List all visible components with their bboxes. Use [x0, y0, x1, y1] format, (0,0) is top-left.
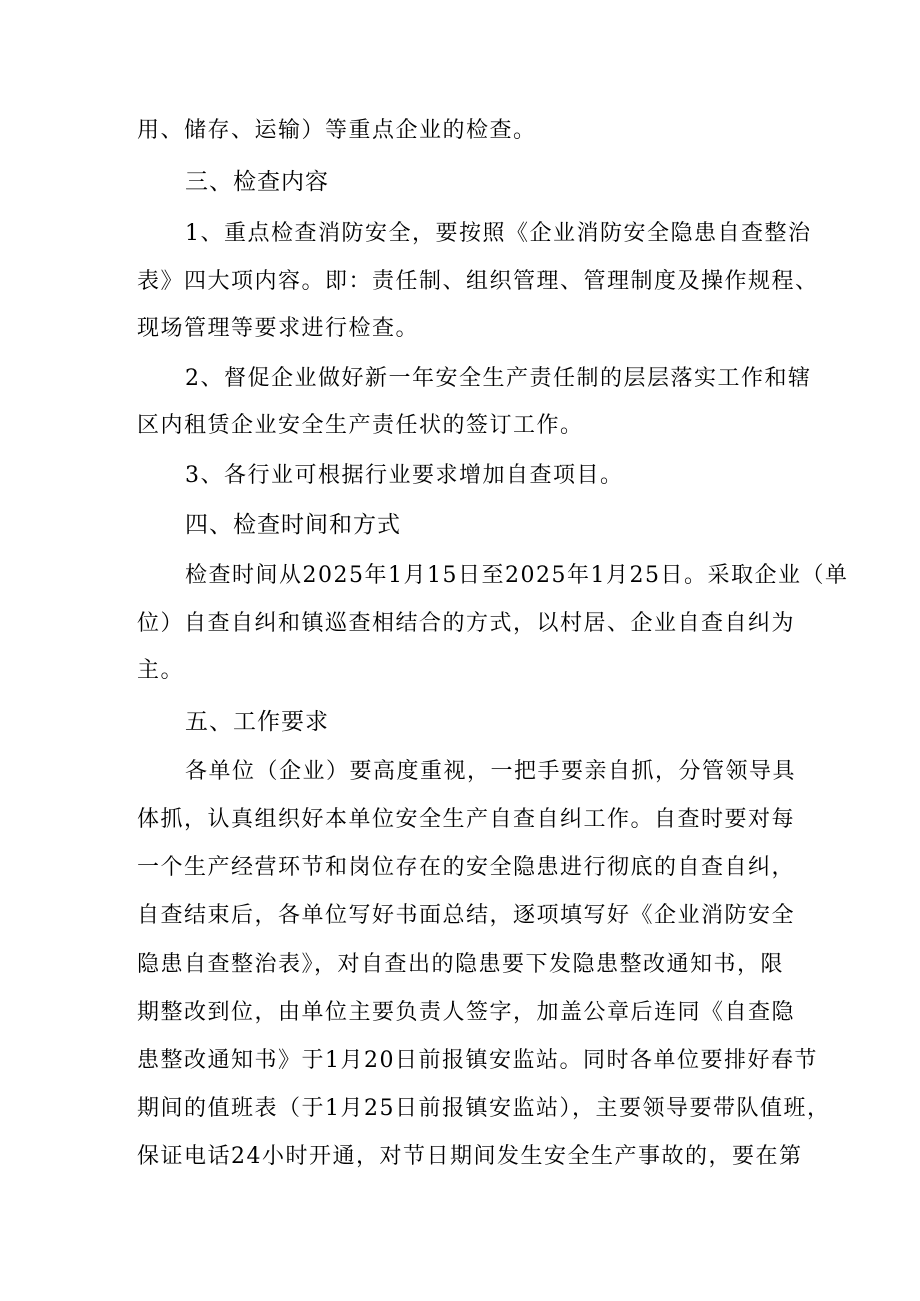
paragraph-line: 主。 [137, 658, 185, 683]
paragraph-line: 保证电话24小时开通，对节日期间发生安全生产事故的，要在第 [137, 1144, 803, 1169]
paragraph-line: 1、重点检查消防安全，要按照《企业消防安全隐患自查整治 [185, 221, 812, 246]
paragraph-line: 体抓，认真组织好本单位安全生产自查自纠工作。自查时要对每 [137, 807, 796, 832]
paragraph-line: 隐患自查整治表》，对自查出的隐患要下发隐患整改通知书，限 [137, 952, 785, 977]
paragraph-line: 自查结束后，各单位写好书面总结，逐项填写好《企业消防安全 [137, 903, 796, 928]
paragraph-line: 期整改到位，由单位主要负责人签字，加盖公章后连同《自查隐 [137, 1000, 796, 1025]
section-heading: 三、检查内容 [185, 169, 329, 195]
paragraph-line: 现场管理等要求进行检查。 [137, 316, 420, 341]
paragraph-line: 位）自查自纠和镇巡查相结合的方式，以村居、企业自查自纠为 [137, 611, 796, 636]
paragraph-line: 表》四大项内容。即：责任制、组织管理、管理制度及操作规程、 [137, 269, 819, 294]
paragraph-line: 2、督促企业做好新一年安全生产责任制的层层落实工作和辖 [185, 366, 812, 391]
section-heading: 五、工作要求 [185, 709, 329, 735]
paragraph-line: 期间的值班表（于1月25日前报镇安监站），主要领导要带队值班， [137, 1096, 831, 1121]
paragraph-line: 一个生产经营环节和岗位存在的安全隐患进行彻底的自查自纠， [137, 855, 796, 880]
paragraph-line: 检查时间从2025年1月15日至2025年1月25日。采取企业（单 [185, 563, 849, 588]
paragraph-line: 各单位（企业）要高度重视，一把手要亲自抓，分管领导具 [185, 759, 797, 784]
paragraph-line: 区内租赁企业安全生产责任状的签订工作。 [137, 413, 584, 438]
paragraph-line: 3、各行业可根据行业要求增加自查项目。 [185, 463, 624, 488]
paragraph-line: 用、储存、运输）等重点企业的检查。 [137, 118, 537, 143]
paragraph-line: 患整改通知书》于1月20日前报镇安监站。同时各单位要排好春节 [137, 1048, 818, 1073]
section-heading: 四、检查时间和方式 [185, 512, 401, 538]
